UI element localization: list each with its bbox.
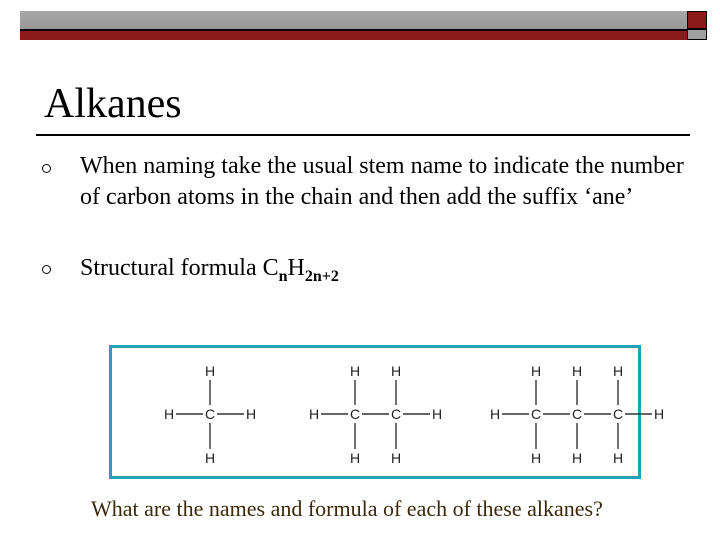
- atom-c: C: [530, 406, 542, 422]
- atom-h: H: [530, 450, 542, 466]
- atom-h: H: [204, 450, 216, 466]
- formula-sub-n: n: [278, 268, 288, 285]
- atom-h: H: [431, 406, 443, 422]
- atom-h: H: [349, 450, 361, 466]
- atom-c: C: [612, 406, 624, 422]
- atom-h: H: [163, 406, 175, 422]
- structural-formula-figure: [109, 345, 665, 479]
- atom-h: H: [530, 363, 542, 379]
- atom-h: H: [204, 363, 216, 379]
- atom-c: C: [204, 406, 216, 422]
- bullet-text-formula: [80, 253, 700, 284]
- atom-h: H: [489, 406, 501, 422]
- atom-c: C: [571, 406, 583, 422]
- atom-c: C: [349, 406, 361, 422]
- atom-h: H: [571, 363, 583, 379]
- question-caption: What are the names and formula of each of these alkanes?: [91, 496, 603, 521]
- atom-c: C: [390, 406, 402, 422]
- corner-square-grey: [687, 29, 707, 40]
- atom-h: H: [653, 406, 665, 422]
- atom-h: H: [571, 450, 583, 466]
- atom-h: H: [245, 406, 257, 422]
- bullet-marker: [42, 265, 51, 274]
- atom-h: H: [612, 450, 624, 466]
- bullet-text-naming: When naming take the usual stem name to indicate the number of carbon atoms in the chain and then add the suffix ‘ane’: [80, 153, 684, 210]
- title-bar-decoration: [20, 11, 688, 40]
- slide-title: Alkanes: [44, 81, 182, 127]
- atom-h: H: [612, 363, 624, 379]
- atom-h: H: [349, 363, 361, 379]
- atom-h: H: [390, 363, 402, 379]
- formula-prefix: Structural formula C: [80, 255, 279, 281]
- title-underline: [36, 134, 690, 136]
- corner-square-red: [687, 11, 707, 29]
- title-bar-red-stripe: [20, 29, 688, 40]
- atom-h: H: [308, 406, 320, 422]
- atom-h: H: [390, 450, 402, 466]
- formula-h: H: [287, 255, 305, 281]
- bullet-marker: [42, 164, 51, 173]
- formula-sub-2n2: 2n+2: [304, 268, 339, 285]
- alkane-structures: [112, 348, 665, 476]
